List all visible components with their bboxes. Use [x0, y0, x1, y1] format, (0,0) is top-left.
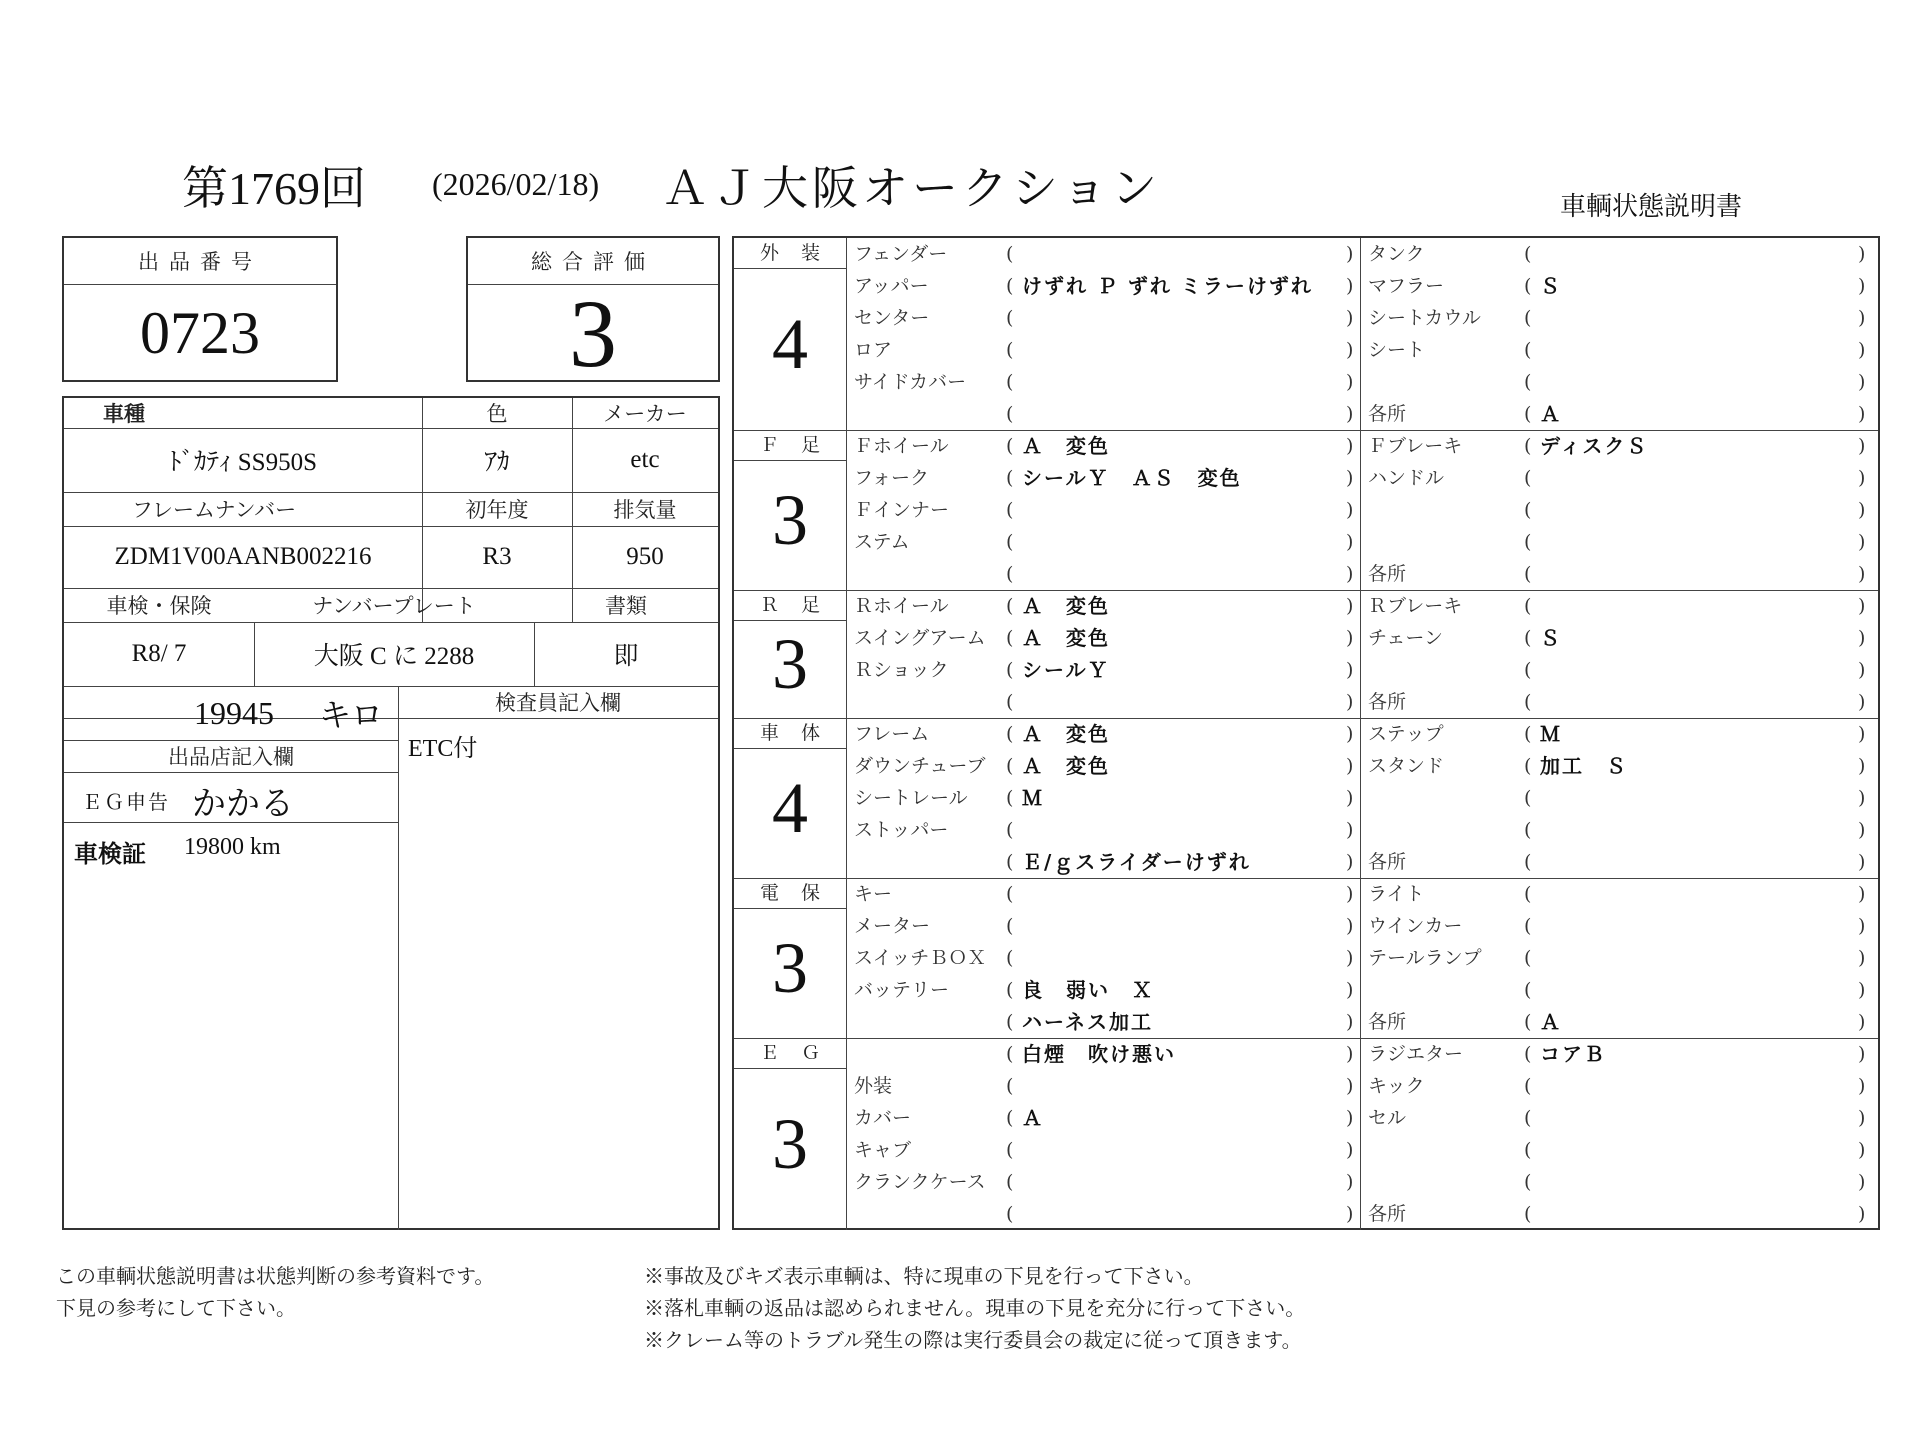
- close-paren: ): [1346, 563, 1354, 585]
- item-value: Ａ 変色: [1022, 594, 1110, 618]
- close-paren: ): [1858, 883, 1866, 905]
- section-name: 電保: [759, 882, 842, 904]
- close-paren: ): [1346, 595, 1354, 617]
- item-value: 良 弱い Ｘ: [1022, 978, 1154, 1002]
- close-paren: ): [1346, 851, 1354, 873]
- item-label: Ｒホイール: [854, 595, 949, 617]
- auction-name: ＡＪ大阪オークション: [662, 163, 1162, 214]
- close-paren: ): [1346, 531, 1354, 553]
- open-paren: (: [1006, 1043, 1014, 1065]
- open-paren: (: [1524, 243, 1532, 265]
- close-paren: ): [1858, 1075, 1866, 1097]
- item-label: ラジエター: [1368, 1043, 1464, 1065]
- close-paren: ): [1346, 755, 1354, 777]
- close-paren: ): [1858, 499, 1866, 521]
- displacement-value: 950: [626, 543, 664, 570]
- lot-number-label: 出品番号: [138, 250, 262, 274]
- close-paren: ): [1346, 1075, 1354, 1097]
- open-paren: (: [1524, 499, 1532, 521]
- item-value: Ａ: [1022, 1106, 1044, 1130]
- section-grade: 4: [772, 304, 808, 384]
- open-paren: (: [1524, 915, 1532, 937]
- item-label: スイッチＢＯＸ: [854, 947, 987, 969]
- open-paren: (: [1006, 1171, 1014, 1193]
- close-paren: ): [1858, 627, 1866, 649]
- color-label: 色: [486, 402, 508, 426]
- open-paren: (: [1524, 755, 1532, 777]
- footer-note-right-2: ※落札車輌の返品は認められません。現車の下見を充分に行って下さい。: [644, 1296, 1306, 1320]
- lot-number-box: [62, 236, 338, 382]
- close-paren: ): [1858, 595, 1866, 617]
- item-label: バッテリー: [854, 979, 950, 1001]
- close-paren: ): [1858, 787, 1866, 809]
- item-label: フェンダー: [854, 243, 948, 265]
- close-paren: ): [1858, 1203, 1866, 1225]
- open-paren: (: [1006, 275, 1014, 297]
- open-paren: (: [1524, 1043, 1532, 1065]
- open-paren: (: [1006, 1139, 1014, 1161]
- footer-note-left-2: 下見の参考にして下さい。: [56, 1296, 296, 1320]
- item-label: フォーク: [854, 467, 930, 489]
- item-label: センター: [854, 307, 930, 329]
- vehicle-info-table: [62, 396, 720, 1230]
- open-paren: (: [1006, 307, 1014, 329]
- open-paren: (: [1524, 307, 1532, 329]
- close-paren: ): [1858, 915, 1866, 937]
- close-paren: ): [1858, 243, 1866, 265]
- item-value: 加工 Ｓ: [1540, 754, 1628, 778]
- item-value: Ａ 変色: [1022, 626, 1110, 650]
- inspection-value: R8/ 7: [131, 640, 187, 667]
- close-paren: ): [1858, 723, 1866, 745]
- item-label: 各所: [1368, 1203, 1407, 1225]
- item-value: Ｓ: [1540, 626, 1562, 650]
- close-paren: ): [1858, 755, 1866, 777]
- close-paren: ): [1346, 339, 1354, 361]
- item-label: セル: [1368, 1107, 1407, 1129]
- item-value: ディスクＳ: [1540, 434, 1649, 458]
- open-paren: (: [1006, 1203, 1014, 1225]
- item-value: Ａ 変色: [1022, 754, 1110, 778]
- close-paren: ): [1858, 307, 1866, 329]
- item-label: Ｆインナー: [854, 499, 950, 521]
- item-value: 白煙 吹け悪い: [1022, 1042, 1176, 1066]
- section-divider: [734, 1038, 1878, 1039]
- close-paren: ): [1346, 915, 1354, 937]
- section-name: ＥＧ: [759, 1042, 842, 1064]
- close-paren: ): [1858, 947, 1866, 969]
- open-paren: (: [1006, 723, 1014, 745]
- open-paren: (: [1524, 1139, 1532, 1161]
- open-paren: (: [1006, 627, 1014, 649]
- open-paren: (: [1006, 499, 1014, 521]
- open-paren: (: [1524, 1203, 1532, 1225]
- item-value: コアＢ: [1540, 1042, 1606, 1066]
- open-paren: (: [1524, 659, 1532, 681]
- item-label: シートレール: [854, 787, 968, 809]
- item-value: Ｍ: [1022, 786, 1044, 810]
- item-value: けずれ Ｐ ずれ ミラーけずれ: [1022, 274, 1313, 298]
- item-label: スイングアーム: [854, 627, 986, 649]
- open-paren: (: [1524, 947, 1532, 969]
- item-label: ストッパー: [854, 819, 949, 841]
- close-paren: ): [1346, 1107, 1354, 1129]
- eg-declaration-value: かかる: [192, 784, 294, 824]
- footer-note-left-1: この車輌状態説明書は状態判断の参考資料です。: [56, 1264, 495, 1288]
- close-paren: ): [1346, 371, 1354, 393]
- section-grade: 3: [772, 1104, 808, 1184]
- open-paren: (: [1524, 1107, 1532, 1129]
- first-year-label: 初年度: [465, 498, 529, 522]
- section-grade: 4: [772, 768, 808, 848]
- section-name: 車体: [759, 722, 842, 744]
- close-paren: ): [1346, 883, 1354, 905]
- overall-score-label: 総合評価: [531, 250, 655, 274]
- inspector-label: 検査員記入欄: [495, 691, 621, 715]
- close-paren: ): [1346, 691, 1354, 713]
- item-value: Ｓ: [1540, 274, 1562, 298]
- item-label: メーター: [854, 915, 931, 937]
- open-paren: (: [1006, 851, 1014, 873]
- frame-number: ZDM1V00AANB002216: [114, 543, 372, 570]
- close-paren: ): [1346, 467, 1354, 489]
- open-paren: (: [1006, 563, 1014, 585]
- item-label: キャブ: [854, 1139, 912, 1161]
- certificate-value: 19800 km: [184, 834, 281, 860]
- close-paren: ): [1858, 531, 1866, 553]
- item-label: チェーン: [1368, 627, 1444, 649]
- item-label: ダウンチューブ: [854, 755, 986, 777]
- open-paren: (: [1524, 627, 1532, 649]
- close-paren: ): [1858, 403, 1866, 425]
- close-paren: ): [1346, 1203, 1354, 1225]
- close-paren: ): [1858, 979, 1866, 1001]
- item-value: シールＹ: [1022, 658, 1110, 682]
- section-grade: 3: [772, 624, 808, 704]
- auction-date: (2026/02/18): [432, 166, 600, 202]
- item-label: シートカウル: [1368, 307, 1481, 329]
- open-paren: (: [1006, 915, 1014, 937]
- open-paren: (: [1524, 851, 1532, 873]
- section-name: Ｆ足: [759, 434, 842, 456]
- close-paren: ): [1346, 819, 1354, 841]
- item-label: サイドカバー: [854, 371, 967, 393]
- open-paren: (: [1524, 1075, 1532, 1097]
- close-paren: ): [1346, 499, 1354, 521]
- open-paren: (: [1524, 467, 1532, 489]
- document-title: 車輌状態説明書: [1560, 192, 1743, 221]
- item-value: Ａ 変色: [1022, 722, 1110, 746]
- first-year-value: R3: [482, 543, 512, 570]
- mileage-value: 19945: [194, 694, 274, 731]
- close-paren: ): [1346, 627, 1354, 649]
- close-paren: ): [1858, 1139, 1866, 1161]
- item-label: テールランプ: [1368, 947, 1482, 969]
- footer-note-right-1: ※事故及びキズ表示車輌は、特に現車の下見を行って下さい。: [644, 1264, 1204, 1288]
- section-divider: [734, 878, 1878, 879]
- item-value: Ｍ: [1540, 722, 1562, 746]
- close-paren: ): [1346, 723, 1354, 745]
- eg-declaration-label: ＥＧ申告: [82, 790, 170, 814]
- item-value: シールＹ ＡＳ 変色: [1022, 466, 1242, 490]
- open-paren: (: [1524, 435, 1532, 457]
- close-paren: ): [1858, 1011, 1866, 1033]
- open-paren: (: [1006, 339, 1014, 361]
- item-label: 各所: [1368, 563, 1407, 585]
- open-paren: (: [1006, 755, 1014, 777]
- open-paren: (: [1006, 1075, 1014, 1097]
- close-paren: ): [1858, 1171, 1866, 1193]
- color-value: ｱｶ: [484, 449, 510, 476]
- item-label: フレーム: [854, 723, 930, 745]
- section-grade: 3: [772, 480, 808, 560]
- close-paren: ): [1346, 243, 1354, 265]
- item-label: ウインカー: [1368, 915, 1463, 937]
- displacement-label: 排気量: [613, 498, 677, 522]
- close-paren: ): [1858, 1043, 1866, 1065]
- close-paren: ): [1858, 435, 1866, 457]
- open-paren: (: [1524, 563, 1532, 585]
- close-paren: ): [1346, 787, 1354, 809]
- open-paren: (: [1524, 787, 1532, 809]
- open-paren: (: [1006, 531, 1014, 553]
- item-label: タンク: [1368, 243, 1425, 265]
- close-paren: ): [1858, 563, 1866, 585]
- open-paren: (: [1524, 403, 1532, 425]
- auction-round: 第1769回: [182, 163, 366, 214]
- item-value: Ａ: [1540, 402, 1562, 426]
- open-paren: (: [1524, 691, 1532, 713]
- item-value: Ａ: [1540, 1010, 1562, 1034]
- condition-grid: [732, 236, 1880, 1230]
- overall-score-box: [466, 236, 720, 387]
- item-label: ハンドル: [1368, 467, 1445, 489]
- item-label: カバー: [854, 1107, 912, 1129]
- open-paren: (: [1524, 371, 1532, 393]
- open-paren: (: [1524, 339, 1532, 361]
- item-value: Ａ 変色: [1022, 434, 1110, 458]
- item-value: Ｅ/ｇスライダーけずれ: [1022, 850, 1251, 874]
- close-paren: ): [1858, 691, 1866, 713]
- close-paren: ): [1858, 819, 1866, 841]
- open-paren: (: [1006, 403, 1014, 425]
- close-paren: ): [1346, 1139, 1354, 1161]
- open-paren: (: [1006, 1107, 1014, 1129]
- footer-note-right-3: ※クレーム等のトラブル発生の際は実行委員会の裁定に従って頂きます。: [644, 1328, 1302, 1352]
- open-paren: (: [1006, 691, 1014, 713]
- documents-label: 書類: [605, 594, 647, 618]
- open-paren: (: [1006, 883, 1014, 905]
- item-label: Ｒショック: [854, 659, 949, 681]
- close-paren: ): [1346, 979, 1354, 1001]
- section-grade: 3: [772, 928, 808, 1008]
- section-name: 外装: [759, 242, 842, 264]
- item-label: マフラー: [1368, 275, 1445, 297]
- open-paren: (: [1006, 1011, 1014, 1033]
- documents-value: 即: [613, 643, 639, 670]
- open-paren: (: [1006, 947, 1014, 969]
- item-label: ライト: [1368, 883, 1425, 905]
- item-label: アッパー: [854, 275, 929, 297]
- maker-label: メーカー: [603, 402, 687, 426]
- item-value: ハーネス加工: [1022, 1010, 1153, 1034]
- close-paren: ): [1346, 275, 1354, 297]
- open-paren: (: [1006, 819, 1014, 841]
- open-paren: (: [1524, 883, 1532, 905]
- close-paren: ): [1858, 1107, 1866, 1129]
- item-label: ロア: [854, 339, 893, 361]
- item-label: ステップ: [1368, 723, 1444, 745]
- item-label: 各所: [1368, 1011, 1407, 1033]
- close-paren: ): [1346, 1011, 1354, 1033]
- open-paren: (: [1006, 595, 1014, 617]
- overall-score: 3: [569, 279, 617, 387]
- open-paren: (: [1524, 1171, 1532, 1193]
- open-paren: (: [1524, 531, 1532, 553]
- close-paren: ): [1346, 403, 1354, 425]
- store-entry-label: 出品店記入欄: [168, 745, 294, 769]
- item-label: Ｒブレーキ: [1368, 595, 1463, 617]
- model-name: ﾄﾞｶﾃｨ SS950S: [169, 449, 317, 476]
- close-paren: ): [1858, 371, 1866, 393]
- plate-value: 大阪 C に 2288: [313, 643, 475, 670]
- open-paren: (: [1006, 659, 1014, 681]
- lot-number: 0723: [140, 299, 260, 366]
- open-paren: (: [1524, 595, 1532, 617]
- close-paren: ): [1858, 339, 1866, 361]
- item-column-divider: [1360, 238, 1361, 1230]
- inspector-note: ETC付: [408, 736, 478, 762]
- close-paren: ): [1346, 947, 1354, 969]
- open-paren: (: [1006, 467, 1014, 489]
- close-paren: ): [1858, 275, 1866, 297]
- model-label: 車種: [103, 401, 145, 426]
- close-paren: ): [1858, 467, 1866, 489]
- open-paren: (: [1524, 1011, 1532, 1033]
- item-label: 各所: [1368, 851, 1407, 873]
- inspection-label: 車検・保険: [106, 594, 212, 618]
- open-paren: (: [1006, 979, 1014, 1001]
- item-label: 各所: [1368, 691, 1407, 713]
- item-label: シート: [1368, 339, 1426, 361]
- open-paren: (: [1006, 371, 1014, 393]
- close-paren: ): [1858, 851, 1866, 873]
- item-label: キー: [854, 883, 893, 905]
- open-paren: (: [1524, 723, 1532, 745]
- open-paren: (: [1524, 275, 1532, 297]
- item-label: キック: [1368, 1075, 1425, 1097]
- frame-number-label: フレームナンバー: [131, 498, 297, 522]
- item-label: 外装: [854, 1075, 893, 1097]
- item-label: Ｆホイール: [854, 435, 949, 457]
- close-paren: ): [1858, 659, 1866, 681]
- section-name: Ｒ足: [759, 594, 842, 616]
- item-label: クランクケース: [854, 1171, 986, 1193]
- plate-label: ナンバープレート: [312, 594, 476, 618]
- close-paren: ): [1346, 1043, 1354, 1065]
- open-paren: (: [1006, 435, 1014, 457]
- mileage-unit: キロ: [318, 696, 383, 734]
- item-label: Ｆブレーキ: [1368, 435, 1463, 457]
- close-paren: ): [1346, 1171, 1354, 1193]
- close-paren: ): [1346, 659, 1354, 681]
- item-label: スタンド: [1368, 755, 1445, 777]
- item-label: 各所: [1368, 403, 1407, 425]
- open-paren: (: [1524, 979, 1532, 1001]
- open-paren: (: [1006, 787, 1014, 809]
- open-paren: (: [1524, 819, 1532, 841]
- grade-column-divider: [846, 238, 847, 1230]
- item-label: ステム: [854, 531, 910, 553]
- close-paren: ): [1346, 435, 1354, 457]
- certificate-label: 車検証: [74, 839, 146, 868]
- close-paren: ): [1346, 307, 1354, 329]
- maker-value: etc: [630, 446, 660, 473]
- open-paren: (: [1006, 243, 1014, 265]
